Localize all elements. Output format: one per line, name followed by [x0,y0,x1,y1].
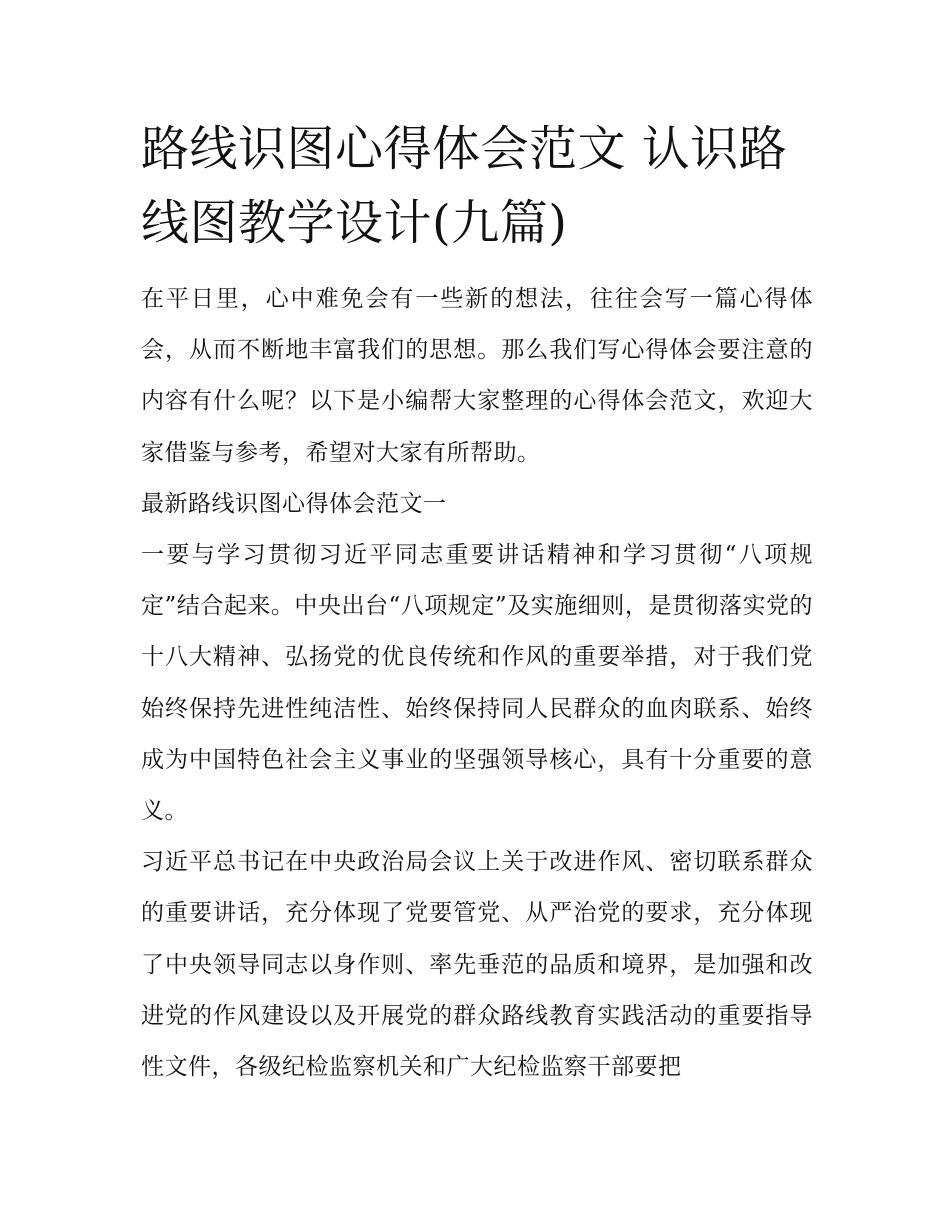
document-content [141,112,813,1093]
document-body [141,274,813,1093]
body-paragraph: 习近平总书记在中央政治局会议上关于改进作风、密切联系群众的重要讲话，充分体现了党要管党、从严治党的要求，充分体现了中央领导同志以身作则、率先垂范的品质和境界，是加强和改进党的作风建设以及开展党的群众路线教育实践活动的重要指导性文件，各级纪检监察机关和广大纪检监察干部要把 [141,849,813,1081]
intro-paragraph: 在平日里，心中难免会有一些新的想法，往往会写一篇心得体会，从而不断地丰富我们的思想。那么我们写心得体会要注意的内容有什么呢？以下是小编帮大家整理的心得体会范文，欢迎大家借鉴与参考，希望对大家有所帮助。 [141,286,813,466]
section-heading: 最新路线识图心得体会范文一 [141,490,447,517]
body-paragraph: 一要与学习贯彻习近平同志重要讲话精神和学习贯彻“八项规定”结合起来。中央出台“八项规定”及实施细则，是贯彻落实党的十八大精神、弘扬党的优良传统和作风的重要举措，对于我们党始终保持先进性纯洁性、始终保持同人民群众的血肉联系、始终成为中国特色社会主义事业的坚强领导核心，具有十分重要的意义。 [141,542,813,825]
document-title: 路线识图心得体会范文 认识路线图教学设计(九篇) [141,121,788,251]
